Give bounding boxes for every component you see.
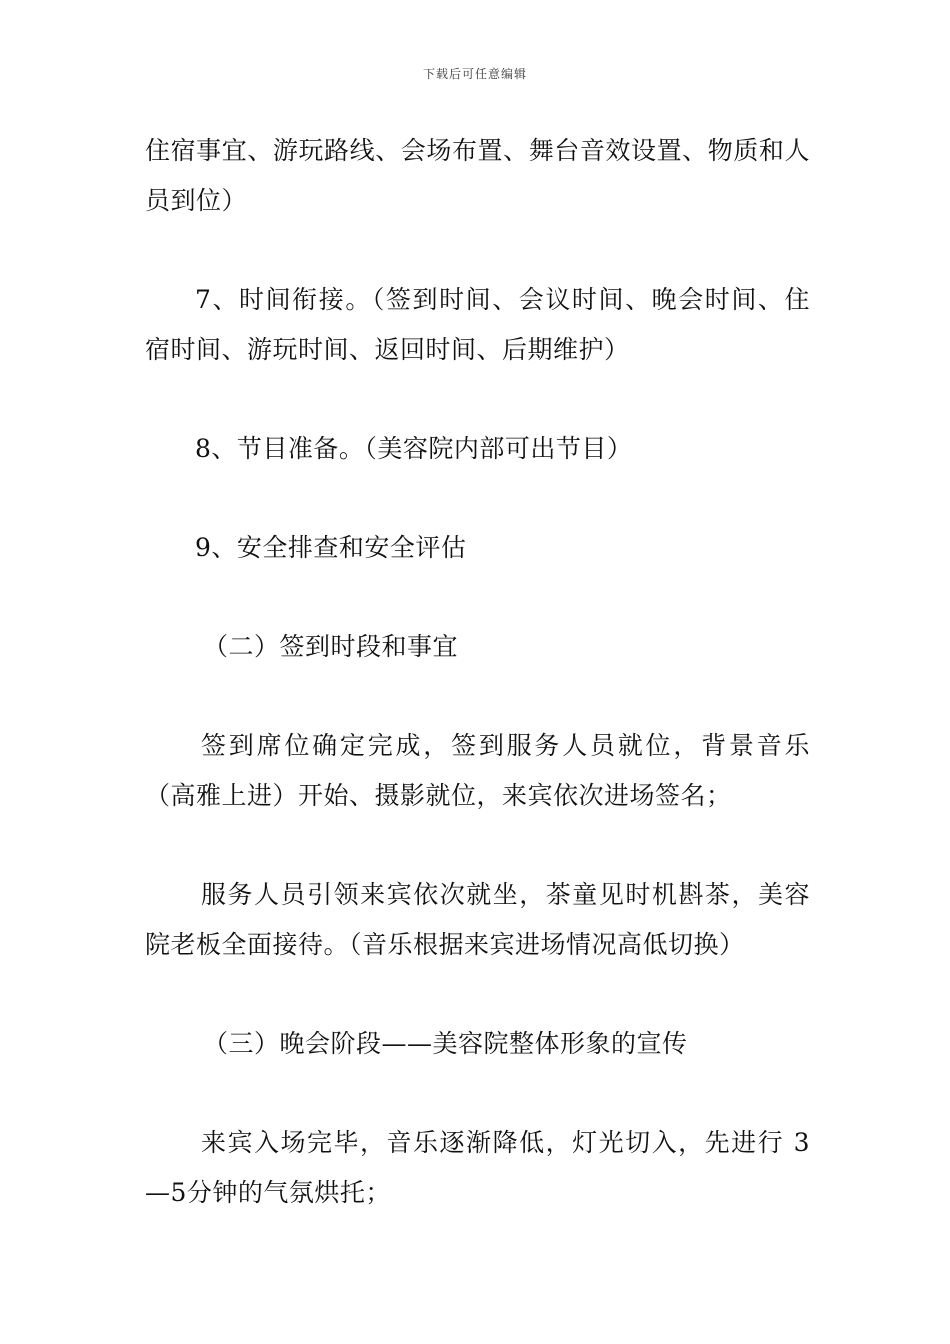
paragraph-accommodation-continued: 住宿事宜、游玩路线、会场布置、舞台音效设置、物质和人员到位）: [145, 136, 810, 215]
document-body: [145, 126, 810, 1267]
paragraph-item-7: 7、时间衔接。（签到时间、会议时间、晚会时间、住宿时间、游玩时间、返回时间、后期维护）: [145, 285, 810, 364]
paragraph-evening-start: 来宾入场完毕，音乐逐渐降低，灯光切入，先进行 3—5分钟的气氛烘托；: [145, 1128, 810, 1207]
paragraph-item-8: 8、节目准备。（美容院内部可出节目）: [195, 434, 633, 463]
section-heading-2: （二）签到时段和事宜: [203, 632, 459, 661]
page-header: 下载后可任意编辑: [422, 67, 527, 81]
paragraph-item-9: 9、安全排查和安全评估: [195, 533, 467, 562]
section-heading-3: （三）晚会阶段——美容院整体形象的宣传: [203, 1029, 688, 1058]
paragraph-guest-seating: 服务人员引领来宾依次就坐，茶童见时机斟茶，美容院老板全面接待。（音乐根据来宾进场情况高低切换）: [145, 880, 810, 959]
paragraph-checkin-setup: 签到席位确定完成，签到服务人员就位，背景音乐（高雅上进）开始、摄影就位，来宾依次进场签名；: [145, 731, 810, 810]
